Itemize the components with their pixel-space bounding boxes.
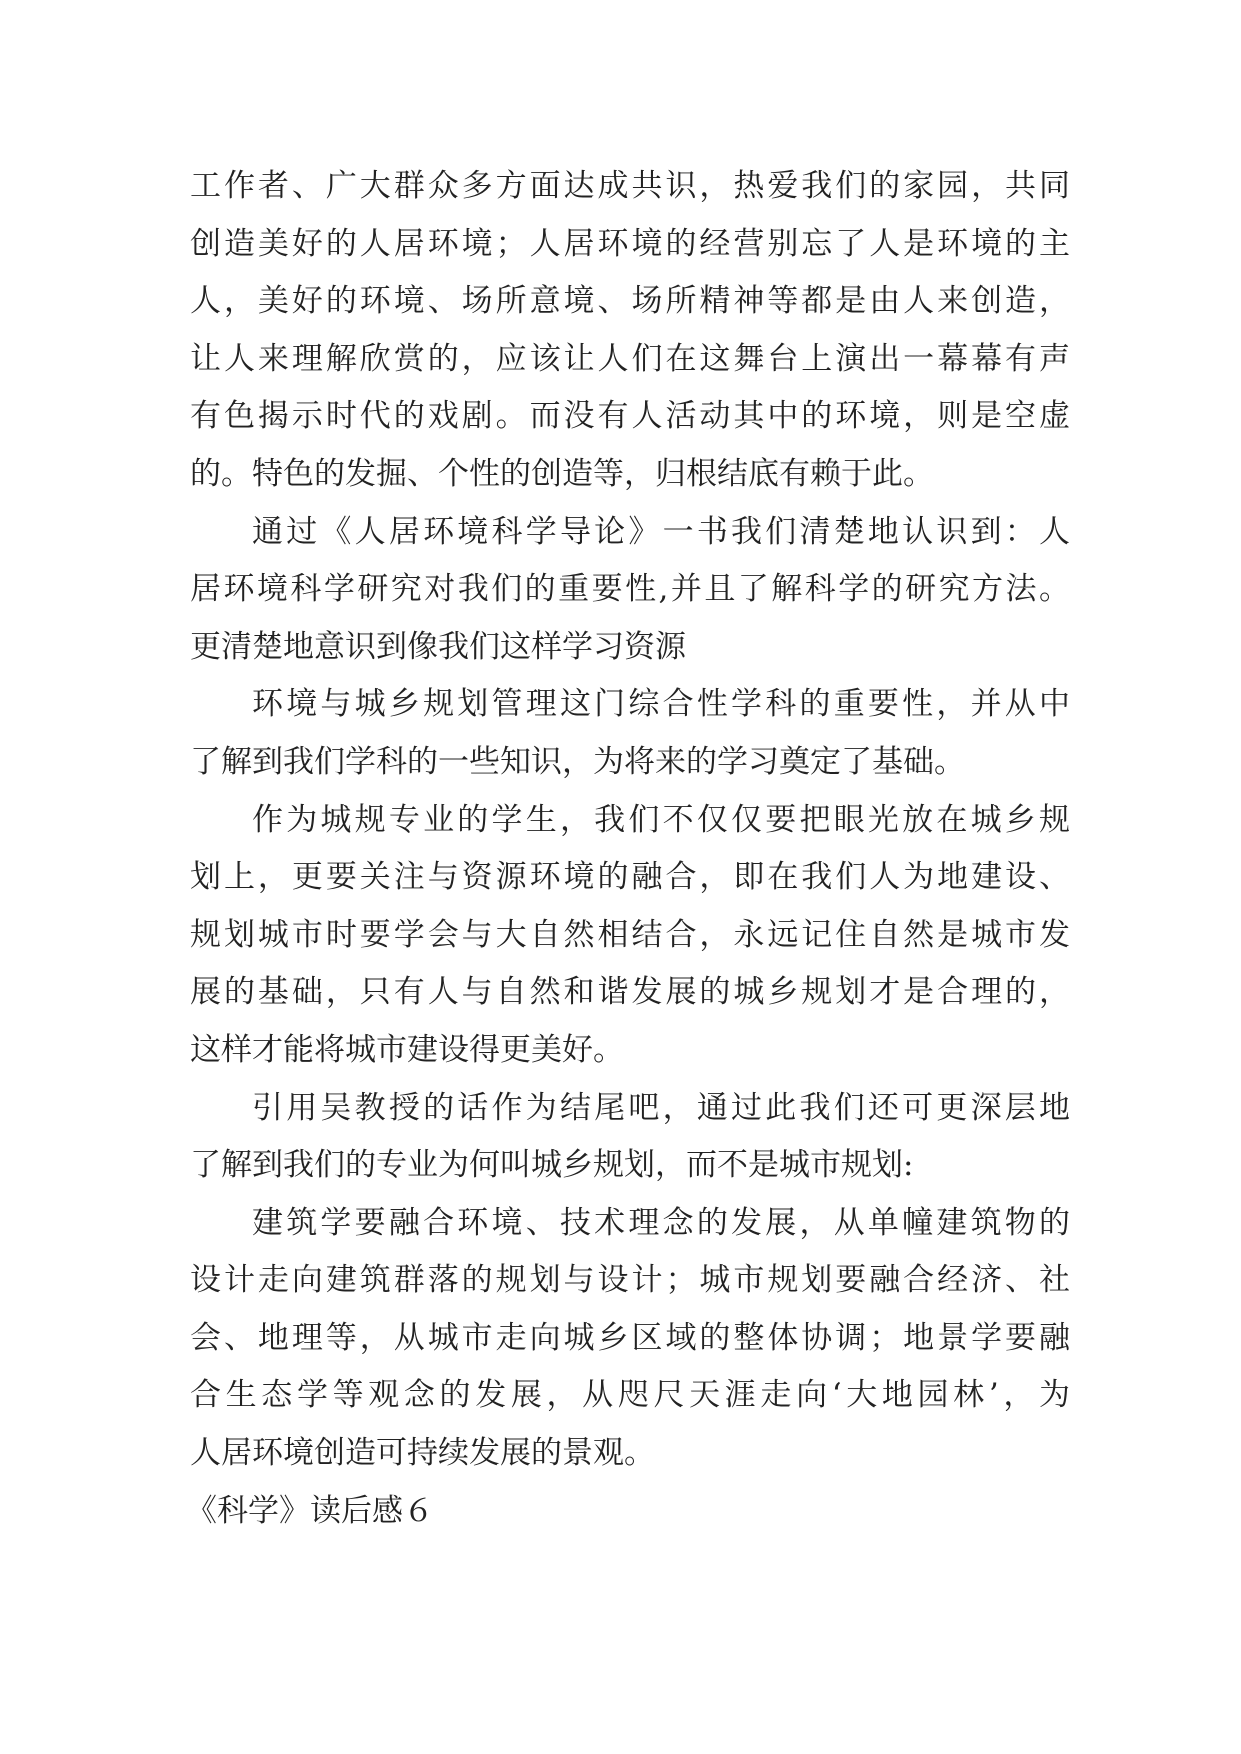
- text-line: 通过《人居环境科学导论》一书我们清楚地认识到：人: [252, 513, 1070, 550]
- text-line: 了解到我们的专业为何叫城乡规划，而不是城市规划:: [190, 1147, 914, 1184]
- text-line: 展的基础，只有人与自然和谐发展的城乡规划才是合理的，: [190, 974, 1070, 1011]
- body-text: [186, 158, 1070, 1540]
- text-line: 让人来理解欣赏的，应该让人们在这舞台上演出一幕幕有声: [190, 340, 1070, 377]
- text-line: 合生态学等观念的发展，从咫尺天涯走向‘大地园林’，为: [190, 1377, 1070, 1414]
- text-line: 居环境科学研究对我们的重要性,并且了解科学的研究方法。: [190, 571, 1070, 608]
- text-line: 划上，更要关注与资源环境的融合，即在我们人为地建设、: [190, 859, 1070, 896]
- text-line: 建筑学要融合环境、技术理念的发展，从单幢建筑物的: [252, 1204, 1070, 1241]
- text-line: 作为城规专业的学生，我们不仅仅要把眼光放在城乡规: [252, 801, 1070, 838]
- text-line: 引用吴教授的话作为结尾吧，通过此我们还可更深层地: [252, 1089, 1070, 1126]
- text-line: 了解到我们学科的一些知识，为将来的学习奠定了基础。: [190, 743, 965, 780]
- text-line: 规划城市时要学会与大自然相结合，永远记住自然是城市发: [190, 916, 1070, 953]
- text-line: 有色揭示时代的戏剧。而没有人活动其中的环境，则是空虚: [190, 398, 1070, 435]
- text-line: 创造美好的人居环境；人居环境的经营别忘了人是环境的主: [190, 225, 1070, 262]
- text-line: 会、地理等，从城市走向城乡区域的整体协调；地景学要融: [190, 1319, 1070, 1356]
- text-line: 工作者、广大群众多方面达成共识，热爱我们的家园，共同: [190, 168, 1070, 204]
- text-line: 这样才能将城市建设得更美好。: [190, 1031, 624, 1068]
- text-line: 环境与城乡规划管理这门综合性学科的重要性，并从中: [252, 686, 1070, 723]
- text-line: 更清楚地意识到像我们这样学习资源: [190, 628, 686, 665]
- text-line: 人居环境创造可持续发展的景观。: [190, 1435, 655, 1472]
- text-line: 人，美好的环境、场所意境、场所精神等都是由人来创造，: [190, 283, 1070, 320]
- text-line: 设计走向建筑群落的规划与设计；城市规划要融合经济、社: [190, 1262, 1070, 1299]
- text-line: 的。特色的发掘、个性的创造等，归根结底有赖于此。: [190, 455, 934, 492]
- section-heading: 《科学》读后感６: [186, 1492, 434, 1529]
